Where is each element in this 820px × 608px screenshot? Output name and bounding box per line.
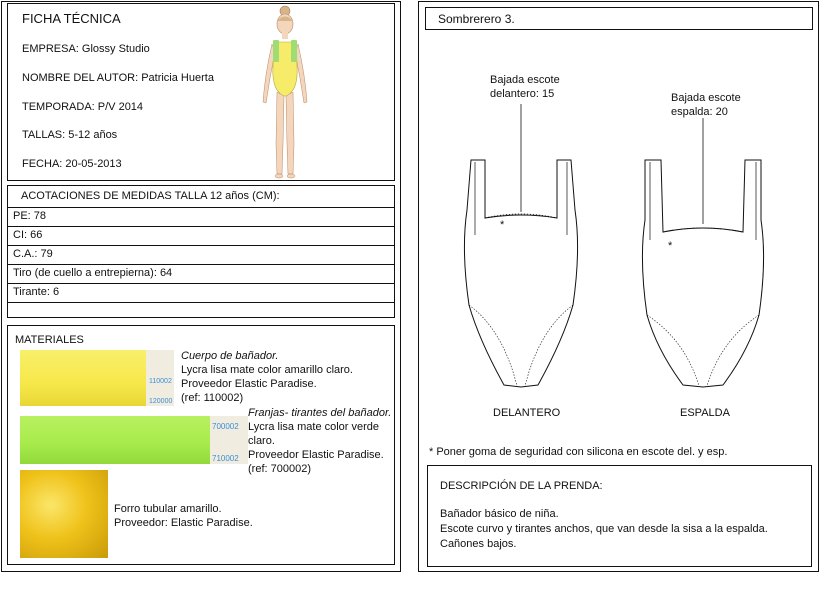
material-line: Forro tubular amarillo. [114, 503, 222, 515]
medidas-row: CI: 66 [8, 227, 394, 246]
front-swimsuit-sketch [463, 100, 593, 340]
medidas-header: ACOTACIONES DE MEDIDAS TALLA 12 años (CM): [8, 186, 394, 208]
material-line: claro. [248, 435, 275, 447]
swatch-code: 110002 [149, 378, 172, 385]
material-line: Proveedor Elastic Paradise. [181, 378, 317, 390]
material-line: (ref: 700002) [248, 463, 311, 475]
bajada-delantero-label: Bajada escote [490, 74, 560, 86]
front-asterisk: * [500, 219, 505, 231]
medidas-row: Tiro (de cuello a entrepierna): 64 [8, 265, 394, 284]
ficha-autor: NOMBRE DEL AUTOR: Patricia Huerta [22, 72, 214, 84]
back-asterisk: * [668, 240, 673, 252]
descripcion-header: DESCRIPCIÓN DE LA PRENDA: [440, 480, 603, 492]
materiales-header: MATERIALES [15, 334, 84, 346]
bajada-espalda-value: espalda: 20 [671, 106, 728, 118]
ficha-fecha: FECHA: 20-05-2013 [22, 158, 122, 170]
material-line: Proveedor: Elastic Paradise. [114, 517, 253, 529]
back-label: ESPALDA [680, 407, 730, 419]
material-line: (ref: 110002) [181, 392, 244, 404]
material-line: Lycra lisa mate color amarillo claro. [181, 364, 353, 376]
swatch-golden [20, 470, 108, 558]
bajada-delantero-value: delantero: 15 [490, 88, 555, 100]
ficha-temporada: TEMPORADA: P/V 2014 [22, 101, 144, 113]
medidas-row: C.A.: 79 [8, 246, 394, 265]
safety-note: * Poner goma de seguridad con silicona en escote del. y esp. [429, 446, 728, 458]
descripcion-line: Cañones bajos. [440, 538, 517, 550]
descripcion-line: Bañador básico de niña. [440, 508, 559, 520]
model-title: Sombrerero 3. [438, 12, 515, 26]
model-illustration [255, 4, 315, 180]
model-title-box [425, 7, 813, 30]
descripcion-box [427, 465, 812, 567]
material-title: Cuerpo de bañador. [181, 350, 279, 362]
swatch-code: 700002 [212, 422, 239, 431]
back-swimsuit-sketch [641, 100, 771, 340]
ficha-header-box [7, 3, 395, 181]
front-label: DELANTERO [493, 407, 561, 419]
medidas-row: Tirante: 6 [8, 284, 394, 303]
material-title: Franjas- tirantes del bañador. [248, 407, 392, 419]
swatch-yellow [20, 350, 174, 406]
material-line: Proveedor Elastic Paradise. [248, 449, 384, 461]
descripcion-line: Escote curvo y tirantes anchos, que van desde la sisa a la espalda. [440, 523, 768, 535]
ficha-title: FICHA TÉCNICA [22, 11, 121, 26]
material-line: Lycra lisa mate color verde [248, 421, 380, 433]
swatch-green [20, 416, 248, 464]
ficha-empresa: EMPRESA: Glossy Studio [22, 43, 150, 55]
medidas-box [7, 185, 395, 318]
materiales-box [7, 325, 395, 565]
swatch-code: 710002 [212, 454, 239, 463]
medidas-row: PE: 78 [8, 208, 394, 227]
ficha-tallas: TALLAS: 5-12 años [22, 129, 118, 141]
bajada-espalda-label: Bajada escote [671, 92, 741, 104]
swatch-code: 120000 [149, 398, 173, 405]
